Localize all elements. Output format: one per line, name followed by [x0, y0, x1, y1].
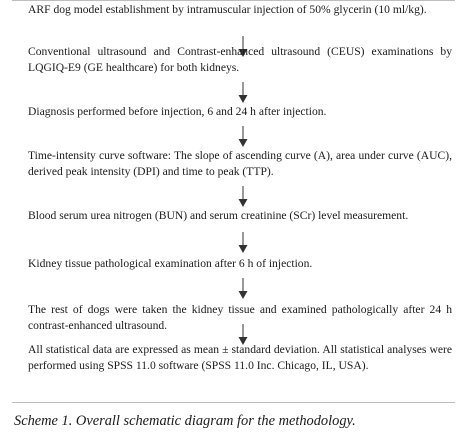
- step-1-model-establishment: ARF dog model establishment by intramuscular injection of 50% glycerin (10 ml/kg).: [28, 3, 427, 16]
- step-7-pathological-exam-24h: The rest of dogs were taken the kidney tissue and examined pathologically after 24 h contrast-enhanced ultrasound.: [28, 303, 452, 332]
- arrow-down-4: [236, 186, 250, 208]
- bottom-rule: [12, 402, 455, 403]
- arrow-down-3: [236, 126, 250, 148]
- figure-caption: Scheme 1. Overall schematic diagram for the methodology.: [14, 413, 356, 429]
- arrow-down-5: [236, 232, 250, 254]
- top-rule: [12, 0, 455, 1]
- arrow-down-6: [236, 278, 250, 300]
- step-8-statistical-analysis: All statistical data are expressed as mean ± standard deviation. All statistical analyses were performed using SPSS 11.0 software (SPSS 11.0 Inc. Chicago, IL, USA).: [28, 343, 452, 372]
- step-4-time-intensity-curve: Time-intensity curve software: The slope of ascending curve (A), area under curve (AUC), derived peak intensity (DPI) and time to peak (TTP).: [28, 149, 452, 178]
- step-2-ultrasound-exams: Conventional ultrasound and Contrast-enhanced ultrasound (CEUS) examinations by LQGIQ-E9 (GE healthcare) for both kidneys.: [28, 45, 452, 74]
- step-6-pathological-exam-6h: Kidney tissue pathological examination after 6 h of injection.: [28, 257, 313, 270]
- step-5-bun-scr-measurement: Blood serum urea nitrogen (BUN) and serum creatinine (SCr) level measurement.: [28, 209, 409, 222]
- arrow-down-2: [236, 82, 250, 104]
- step-3-diagnosis-timing: Diagnosis performed before injection, 6 and 24 h after injection.: [28, 105, 327, 118]
